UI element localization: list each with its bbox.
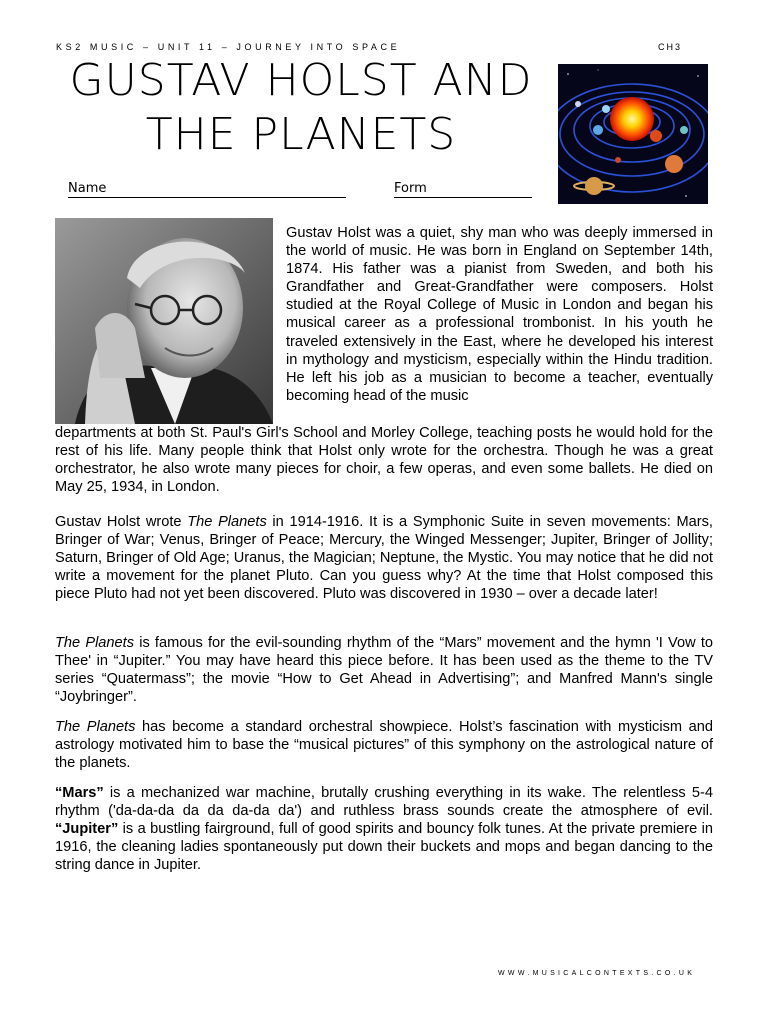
p5-part1: is a mechanized war machine, brutally crushing everything in its wake. The relentless 5-4 rhythm ('da-da-da da da da-da da') and ruthless brass sounds create the atmosphere of evil. (55, 785, 713, 820)
name-field[interactable] (68, 181, 346, 198)
portrait-photo (55, 218, 273, 424)
p5-jupiter: “Jupiter” (55, 821, 119, 838)
p2-rest: in 1914-1916. It is a Symphonic Suite in seven movements: Mars, Bringer of War; Venus, Bringer of Peace; Mercury, the Winged Messenger; Jupiter, Bringer of Jollity; Saturn, Bringer of Old Age; Uranus, the Magician; Neptune, the Mystic. You may notice that he did not write a movement for the planet Pluto. Can you guess why? At the time that Holst composed this piece Pluto had not yet been discovered. Pluto was discovered in 1930 – over a decade later! (55, 514, 713, 603)
p2-work-title: The Planets (187, 514, 267, 530)
solar-system-illustration (558, 64, 708, 204)
unit-label: KS2 MUSIC – UNIT 11 – JOURNEY INTO SPACE (56, 42, 401, 52)
chapter-code: CH3 (658, 42, 683, 52)
p3-rest: is famous for the evil-sounding rhythm of the “Mars” movement and the hymn 'I Vow to Thee' in “Jupiter.” You may have heard this piece before. It has been used as the theme to the TV series “Quatermass”; the movie “How to Get Ahead in Advertising”; and Manfred Mann's single “Joybringer”. (55, 635, 713, 706)
p4-work-title: The Planets (55, 719, 136, 735)
p5-part2: is a bustling fairground, full of good spirits and bouncy folk tunes. At the private premiere in 1916, the cleaning ladies spontaneously put down their buckets and mops and began dancing to the string dance in Jupiter. (55, 821, 713, 874)
name-label: Name (68, 181, 107, 196)
p4-rest: has become a standard orchestral showpiece. Holst’s fascination with mysticism and astrology motivated him to base the “musical pictures” of this symphony on the astrological nature of the planets. (55, 719, 713, 772)
paragraph-mars-jupiter (55, 784, 713, 874)
form-field[interactable] (394, 181, 532, 198)
page-title (56, 54, 546, 162)
title-line-2: THE PLANETS (145, 109, 457, 160)
p5-mars: “Mars” (55, 785, 104, 801)
paragraph-planets-movements (55, 513, 713, 603)
biography-beside-photo: Gustav Holst was a quiet, shy man who was deeply immersed in the world of music. He was born in England on September 14th, 1874. His father was a pianist from Sweden, and both his Grandfather and Great-Grandfather were composers. Holst studied at the Royal College of Music in London and began his musical career as a professional trombonist. In his youth he traveled extensively in the East, where he developed his interest in mythology and mysticism, especially within the Hindu tradition. He left his job as a musician to become a teacher, eventually becoming head of the music (286, 225, 713, 404)
paragraph-standard-showpiece (55, 718, 713, 772)
footer-url: WWW.MUSICALCONTEXTS.CO.UK (498, 970, 696, 977)
p2-lead: Gustav Holst wrote (55, 514, 188, 530)
paragraph-famous-uses (55, 634, 713, 706)
title-line-1: GUSTAV HOLST AND (69, 55, 533, 106)
biography-below-photo: departments at both St. Paul's Girl's School and Morley College, teaching posts he would hold for the rest of his life. Many people think that Holst only wrote for the orchestra. Though he was a great orchestrator, he also wrote many pieces for choir, a few operas, and even some ballets. He died on May 25, 1934, in London. (55, 425, 713, 496)
p3-work-title: The Planets (55, 635, 135, 651)
form-label: Form (394, 181, 427, 196)
